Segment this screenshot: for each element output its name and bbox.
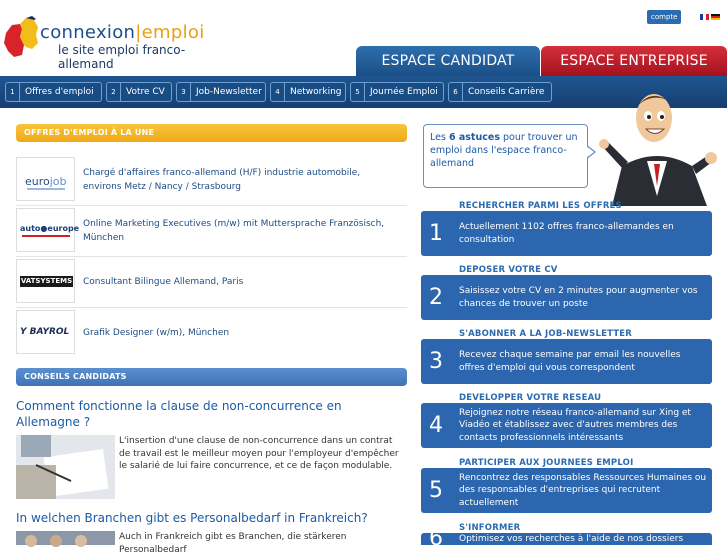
step-number: 3 <box>429 349 443 374</box>
nav-label: Votre CV <box>126 87 165 97</box>
tab-espace-candidat[interactable]: ESPACE CANDIDAT <box>356 46 540 76</box>
nav-item-journee-emploi[interactable] <box>350 82 444 102</box>
divider <box>16 307 407 308</box>
step-description: Rencontrez des responsables Ressources Humaines ou des responsables d'entreprises qui recrutent actuellement <box>459 472 707 508</box>
divider <box>16 256 407 257</box>
article-image[interactable] <box>16 435 115 499</box>
step-heading[interactable]: S'ABONNER A LA JOB-NEWSLETTER <box>459 329 633 339</box>
eurojob-logo <box>16 157 75 201</box>
logo-text: BAYROL <box>29 327 70 337</box>
step-description: Recevez chaque semaine par email les nouvelles offres d'emploi qui vous correspondent <box>459 350 681 373</box>
vatsystems-logo <box>16 259 75 303</box>
step-card-4[interactable] <box>421 403 712 448</box>
step-card-5[interactable] <box>421 468 712 513</box>
article-image[interactable] <box>16 531 115 545</box>
job-title[interactable]: Online Marketing Executives (m/w) mit Muttersprache Französisch, München <box>83 219 385 243</box>
step-description: Saisissez votre CV en 2 minutes pour augmenter vos chances de trouver un poste <box>459 286 698 309</box>
step-description: Rejoignez notre réseau franco-allemand sur Xing et Viadéo et établissez avec d'autres membres des contacts professionnels intéressants <box>459 407 691 443</box>
step-number: 2 <box>429 285 443 310</box>
nav-number: 4 <box>271 83 285 101</box>
language-switcher <box>698 13 720 23</box>
astuces-speech-bubble <box>423 124 588 188</box>
tab-espace-entreprise[interactable]: ESPACE ENTREPRISE <box>541 46 727 76</box>
article-title[interactable]: In welchen Branchen gibt es Personalbedarf in Frankreich? <box>16 511 368 525</box>
france-germany-map-icon <box>2 15 42 61</box>
step-number: 6 <box>429 526 443 551</box>
french-flag-icon[interactable] <box>700 14 709 20</box>
site-logo[interactable] <box>2 10 232 71</box>
step-number: 1 <box>429 221 443 246</box>
nav-number: 2 <box>107 83 121 101</box>
step-heading[interactable]: S'INFORMER <box>459 523 521 533</box>
astuces-prefix: Les <box>430 132 449 143</box>
step-number: 4 <box>429 413 443 438</box>
nav-number: 3 <box>177 83 191 101</box>
conseils-section-header: CONSEILS CANDIDATS <box>16 368 407 386</box>
people-photo <box>16 531 115 545</box>
nav-number: 6 <box>449 83 463 101</box>
divider <box>16 205 407 206</box>
step-heading[interactable]: DEPOSER VOTRE CV <box>459 265 558 275</box>
job-title[interactable]: Consultant Bilingue Allemand, Paris <box>83 277 244 287</box>
logo-text: auto●europe <box>20 224 80 233</box>
nav-item-conseils-carriere[interactable] <box>448 82 552 102</box>
job-listing[interactable] <box>16 208 407 254</box>
contract-signing-photo <box>16 435 115 499</box>
logo-text: VATSYSTEMS <box>20 277 73 285</box>
astuces-highlight: 6 astuces <box>448 132 500 143</box>
nav-item-offres-emploi[interactable] <box>5 82 102 102</box>
step-card-1[interactable] <box>421 211 712 256</box>
article-excerpt: L'insertion d'une clause de non-concurrence dans un contrat de travail est le meilleur moyen pour l'employeur d'empêcher le salarié de lui faire concurrence, et ce de façon modulable. <box>119 436 399 471</box>
step-description: Actuellement 1102 offres franco-allemandes en consultation <box>459 222 674 245</box>
job-title[interactable]: Grafik Designer (w/m), München <box>83 328 230 338</box>
job-title[interactable]: Chargé d'affaires franco-allemand (H/F) industrie automobile, environs Metz / Nancy / Strasbourg <box>83 168 361 192</box>
nav-label: Job-Newsletter <box>196 87 262 97</box>
bayrol-logo: Y BAYROL <box>16 310 75 354</box>
nav-item-networking[interactable] <box>270 82 346 102</box>
nav-label: Conseils Carrière <box>468 87 545 97</box>
step-card-3[interactable] <box>421 339 712 384</box>
job-listing[interactable] <box>16 259 407 305</box>
nav-label: Offres d'emploi <box>25 87 94 97</box>
offres-section-header: OFFRES D'EMPLOI À LA UNE <box>16 124 407 142</box>
nav-number: 1 <box>6 83 20 101</box>
nav-number: 5 <box>351 83 365 101</box>
german-flag-icon[interactable] <box>711 14 720 20</box>
nav-label: Journée Emploi <box>370 87 438 97</box>
job-listing[interactable] <box>16 310 407 356</box>
tagline: le site emploi franco-allemand <box>58 43 186 71</box>
step-heading[interactable]: RECHERCHER PARMI LES OFFRES <box>459 201 622 211</box>
nav-label: Networking <box>290 87 342 97</box>
step-heading[interactable]: PARTICIPER AUX JOURNEES EMPLOI <box>459 458 634 468</box>
step-description: Optimisez vos recherches à l'aide de nos dossiers <box>459 534 684 544</box>
article-excerpt: Auch in Frankreich gibt es Branchen, die stärkeren Personalbedarf <box>119 532 347 555</box>
nav-item-votre-cv[interactable] <box>106 82 172 102</box>
account-button[interactable]: compte <box>647 10 681 24</box>
job-listing[interactable] <box>16 157 407 203</box>
logo-text: job <box>49 175 67 188</box>
mascot-businessman-illustration <box>592 86 722 206</box>
step-card-2[interactable] <box>421 275 712 320</box>
brand-name: connexion|emploi <box>40 22 205 43</box>
article-title[interactable]: Comment fonctionne la clause de non-concurrence en Allemagne ? <box>16 399 342 429</box>
autoeurope-logo <box>16 208 80 252</box>
logo-text: euro <box>25 175 50 188</box>
step-number: 5 <box>429 478 443 503</box>
astuces-suffix: pour trouver un emploi dans l'espace franco-allemand <box>430 132 578 169</box>
nav-item-job-newsletter[interactable] <box>176 82 266 102</box>
step-heading[interactable]: DEVELOPPER VOTRE RESEAU <box>459 393 602 403</box>
